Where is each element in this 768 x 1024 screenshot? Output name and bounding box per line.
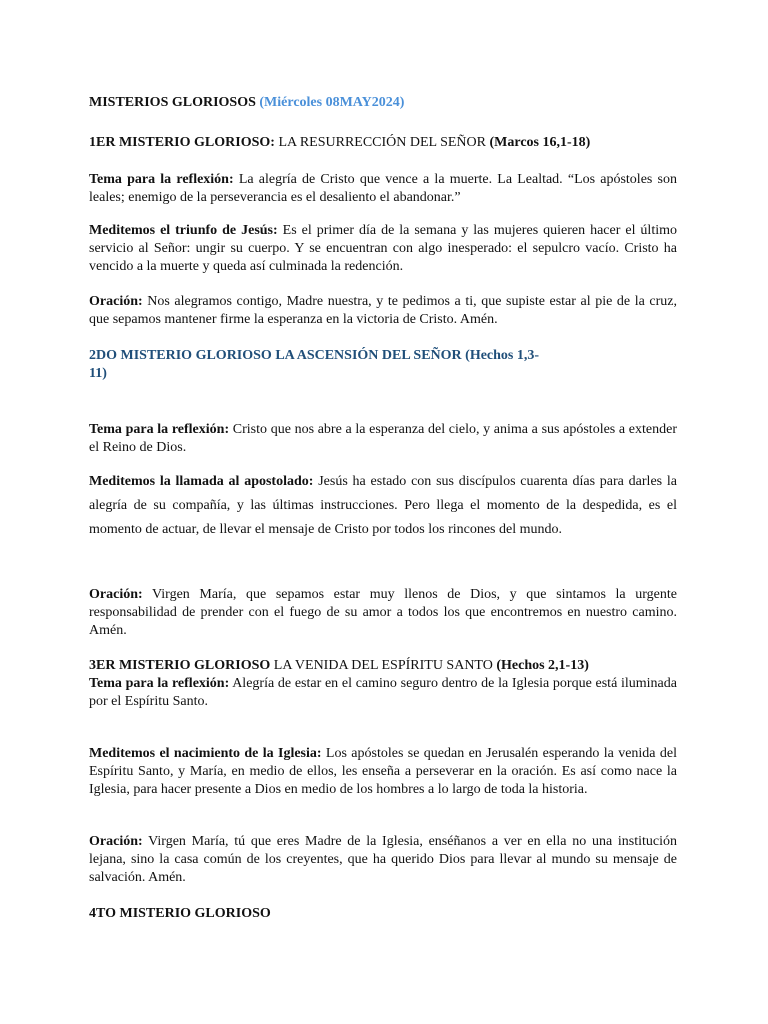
mystery-1-heading-title: LA RESURRECCIÓN DEL SEÑOR — [274, 135, 490, 150]
mystery-4-heading — [89, 905, 677, 923]
title-date: (Miércoles 08MAY2024) — [259, 95, 405, 110]
mystery-4-heading-text: 4TO MISTERIO GLORIOSO — [89, 906, 271, 921]
mystery-2-heading-line2: 11) — [89, 366, 107, 381]
mystery-1-oracion-text: Nos alegramos contigo, Madre nuestra, y te pedimos a ti, que supiste estar al pie de la cruz, que sepamos mantener firme la esperanza en la victoria de Cristo. Amén. — [89, 294, 677, 327]
mystery-3-tema — [89, 675, 677, 711]
mystery-3-meditacion — [89, 745, 677, 799]
mystery-2-heading-line1: 2DO MISTERIO GLORIOSO LA ASCENSIÓN DEL SEÑOR (Hechos 1,3- — [89, 348, 540, 363]
mystery-3-meditacion-label: Meditemos el nacimiento de la Iglesia: — [89, 746, 322, 761]
document-title — [89, 94, 677, 112]
mystery-2-oracion-text: Virgen María, que sepamos estar muy llenos de Dios, y que sintamos la urgente responsabilidad de prender con el fuego de su amor a todos los que encontremos en nuestro camino. Amén. — [89, 587, 677, 638]
mystery-2-oracion-label: Oración: — [89, 587, 143, 602]
mystery-3-oracion-label: Oración: — [89, 834, 143, 849]
mystery-2-tema — [89, 421, 677, 457]
mystery-2-meditacion — [89, 470, 677, 542]
title-text: MISTERIOS GLORIOSOS — [89, 95, 256, 110]
mystery-2-tema-label: Tema para la reflexión: — [89, 422, 230, 437]
mystery-1-tema — [89, 171, 677, 207]
mystery-3-heading — [89, 657, 677, 675]
mystery-3-heading-ref: (Hechos 2,1-13) — [496, 658, 589, 673]
mystery-2-meditacion-label: Meditemos la llamada al apostolado: — [89, 474, 314, 489]
mystery-3-tema-text: Alegría de estar en el camino seguro dentro de la Iglesia porque está iluminada por el Espíritu Santo. — [89, 676, 677, 709]
mystery-1-tema-text: La alegría de Cristo que vence a la muerte. La Lealtad. “Los apóstoles son leales; enemigo de la perseverancia es el desaliento el abandonar.” — [89, 172, 677, 205]
mystery-1-oracion-label: Oración: — [89, 294, 143, 309]
mystery-2-meditacion-text: Jesús ha estado con sus discípulos cuarenta días para darles la alegría de su compañía, y las últimas instrucciones. Pero llega el momento de la despedida, es el momento de actuar, de llevar el mensaje de Cristo por todos los rincones del mundo. — [89, 474, 677, 537]
mystery-1-meditacion-label: Meditemos el triunfo de Jesús: — [89, 223, 278, 238]
mystery-1-heading-ref: (Marcos 16,1-18) — [489, 135, 591, 150]
mystery-3-tema-label: Tema para la reflexión: — [89, 676, 230, 691]
mystery-3-oracion-text: Virgen María, tú que eres Madre de la Iglesia, enséñanos a ver en ella no una institución lejana, sino la casa común de los creyentes, que ha querido Dios para llevar al mundo su mensaje de salvación. Amén. — [89, 834, 677, 885]
mystery-3-heading-title: LA VENIDA DEL ESPÍRITU SANTO — [270, 658, 497, 673]
mystery-2-heading — [89, 347, 677, 383]
mystery-1-meditacion — [89, 222, 677, 276]
mystery-3-oracion — [89, 833, 677, 887]
mystery-1-tema-label: Tema para la reflexión: — [89, 172, 234, 187]
mystery-1-heading — [89, 134, 677, 152]
mystery-2-oracion — [89, 586, 677, 640]
mystery-3-meditacion-text: Los apóstoles se quedan en Jerusalén esperando la venida del Espíritu Santo, y María, en medio de ellos, les enseña a perseverar en la oración. Es así como nace la Iglesia, para hacer presente a Dios en medio de los hombres a lo largo de toda la historia. — [89, 746, 677, 797]
mystery-1-oracion — [89, 293, 677, 329]
mystery-3-heading-bold: 3ER MISTERIO GLORIOSO — [89, 658, 271, 673]
mystery-1-heading-bold: 1ER MISTERIO GLORIOSO: — [89, 135, 275, 150]
mystery-2-tema-text: Cristo que nos abre a la esperanza del cielo, y anima a sus apóstoles a extender el Reino de Dios. — [89, 422, 677, 455]
mystery-1-meditacion-text: Es el primer día de la semana y las mujeres quieren hacer el último servicio al Señor: ungir su cuerpo. Y se encuentran con algo inesperado: el sepulcro vacío. Cristo ha vencido a la muerte y queda así culminada la redención. — [89, 223, 677, 274]
